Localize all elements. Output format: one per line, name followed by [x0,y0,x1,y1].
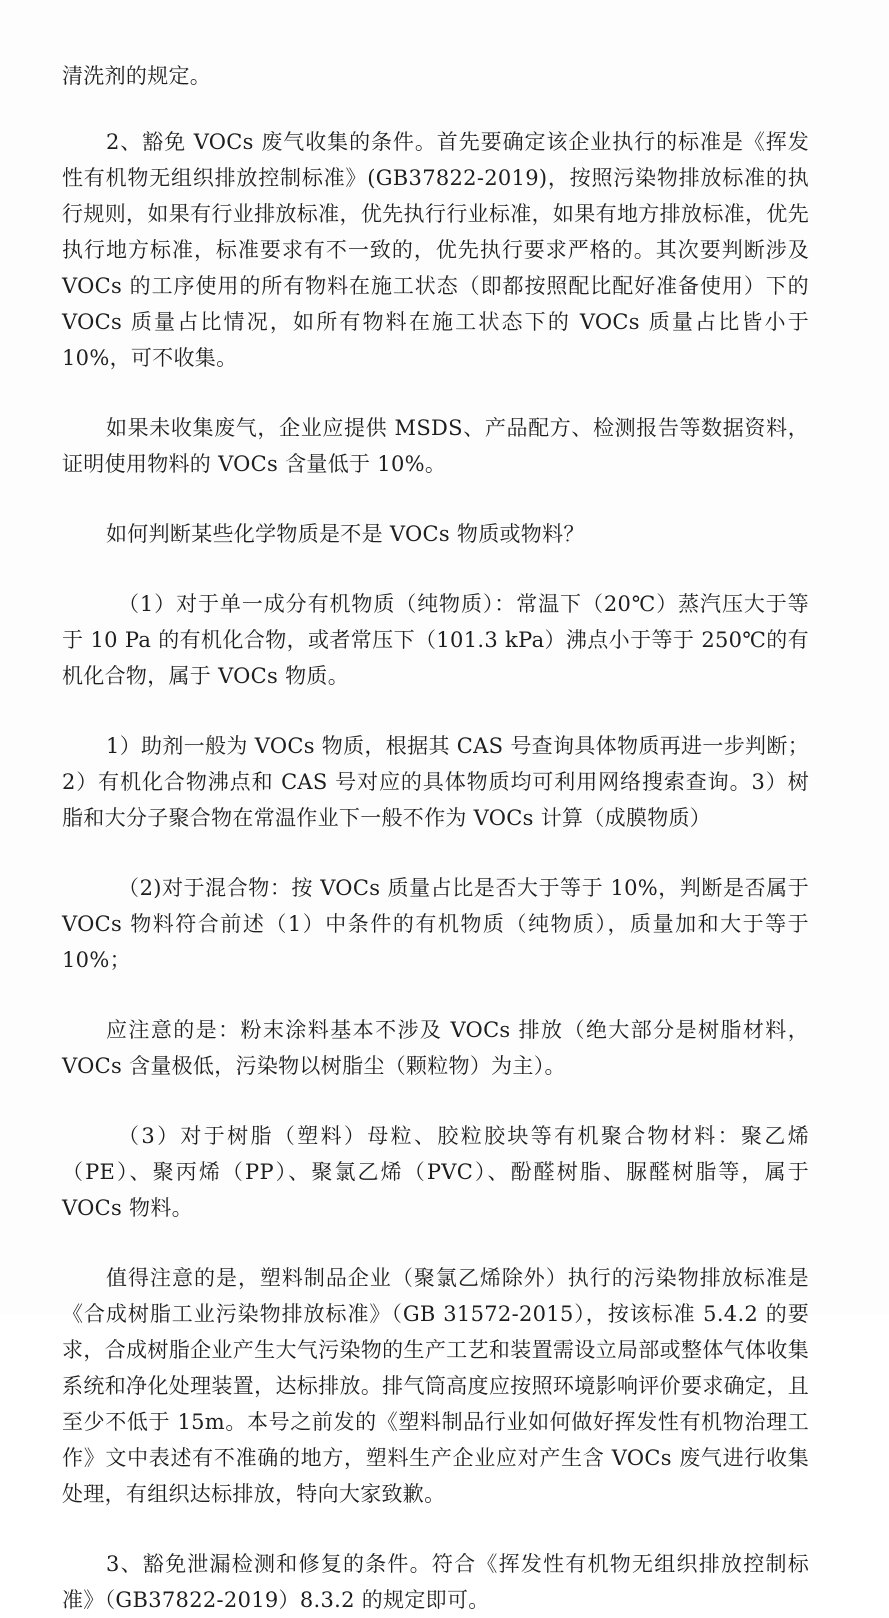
paragraph-2: 2、豁免 VOCs 废气收集的条件。首先要确定该企业执行的标准是《挥发性有机物无组织排放控制标准》(GB37822-2019)，按照污染物排放标准的执行规则，如果有行业排放标准，优先执行行业标准，如果有地方排放标准，优先执行地方标准，标准要求有不一致的，优先执行要求严格的。其次要判断涉及 VOCs 的工序使用的所有物料在施工状态（即都按照配比配好准备使用）下的 VOCs 质量占比情况，如所有物料在施工状态下的 VOCs 质量占比皆小于 10%，可不收集。 [62,130,809,370]
paragraph-5: （1）对于单一成分有机物质（纯物质）：常温下（20℃）蒸汽压大于等于 10 Pa 的有机化合物，或者常压下（101.3 kPa）沸点小于等于 250℃的有机化合物，属于 VOCs 物质。 [62,592,809,688]
paragraph-9: （3）对于树脂（塑料）母粒、胶粒胶块等有机聚合物材料：聚乙烯（PE）、聚丙烯（PP）、聚氯乙烯（PVC）、酚醛树脂、脲醛树脂等，属于 VOCs 物料。 [62,1124,809,1220]
paragraph-7: （2)对于混合物：按 VOCs 质量占比是否大于等于 10%，判断是否属于 VOCs 物料符合前述（1）中条件的有机物质（纯物质），质量加和大于等于 10%； [62,876,809,972]
paragraph-8: 应注意的是：粉末涂料基本不涉及 VOCs 排放（绝大部分是树脂材料，VOCs 含量极低，污染物以树脂尘（颗粒物）为主）。 [62,1018,809,1078]
paragraph-10: 值得注意的是，塑料制品企业（聚氯乙烯除外）执行的污染物排放标准是《合成树脂工业污染物排放标准》（GB 31572-2015），按该标准 5.4.2 的要求，合成树脂企业产生大气污染物的生产工艺和装置需设立局部或整体气体收集系统和净化处理装置，达标排放。排气筒高度应按照环境影响评价要求确定，且至少不低于 15m。本号之前发的《塑料制品行业如何做好挥发性有机物治理工作》文中表述有不准确的地方，塑料生产企业应对产生含 VOCs 废气进行收集处理，有组织达标排放，特向大家致歉。 [62,1266,809,1506]
paragraph-6: 1）助剂一般为 VOCs 物质，根据其 CAS 号查询具体物质再进一步判断；2）有机化合物沸点和 CAS 号对应的具体物质均可利用网络搜索查询。3）树脂和大分子聚合物在常温作业下一般不作为 VOCs 计算（成膜物质） [62,734,809,830]
paragraph-1: 清洗剂的规定。 [62,64,212,88]
paragraph-11: 3、豁免泄漏检测和修复的条件。符合《挥发性有机物无组织排放控制标准》（GB37822-2019）8.3.2 的规定即可。 [62,1552,809,1612]
paragraph-3: 如果未收集废气，企业应提供 MSDS、产品配方、检测报告等数据资料，证明使用物料的 VOCs 含量低于 10%。 [62,416,809,476]
paragraph-4: 如何判断某些化学物质是不是 VOCs 物质或物料？ [106,522,585,546]
